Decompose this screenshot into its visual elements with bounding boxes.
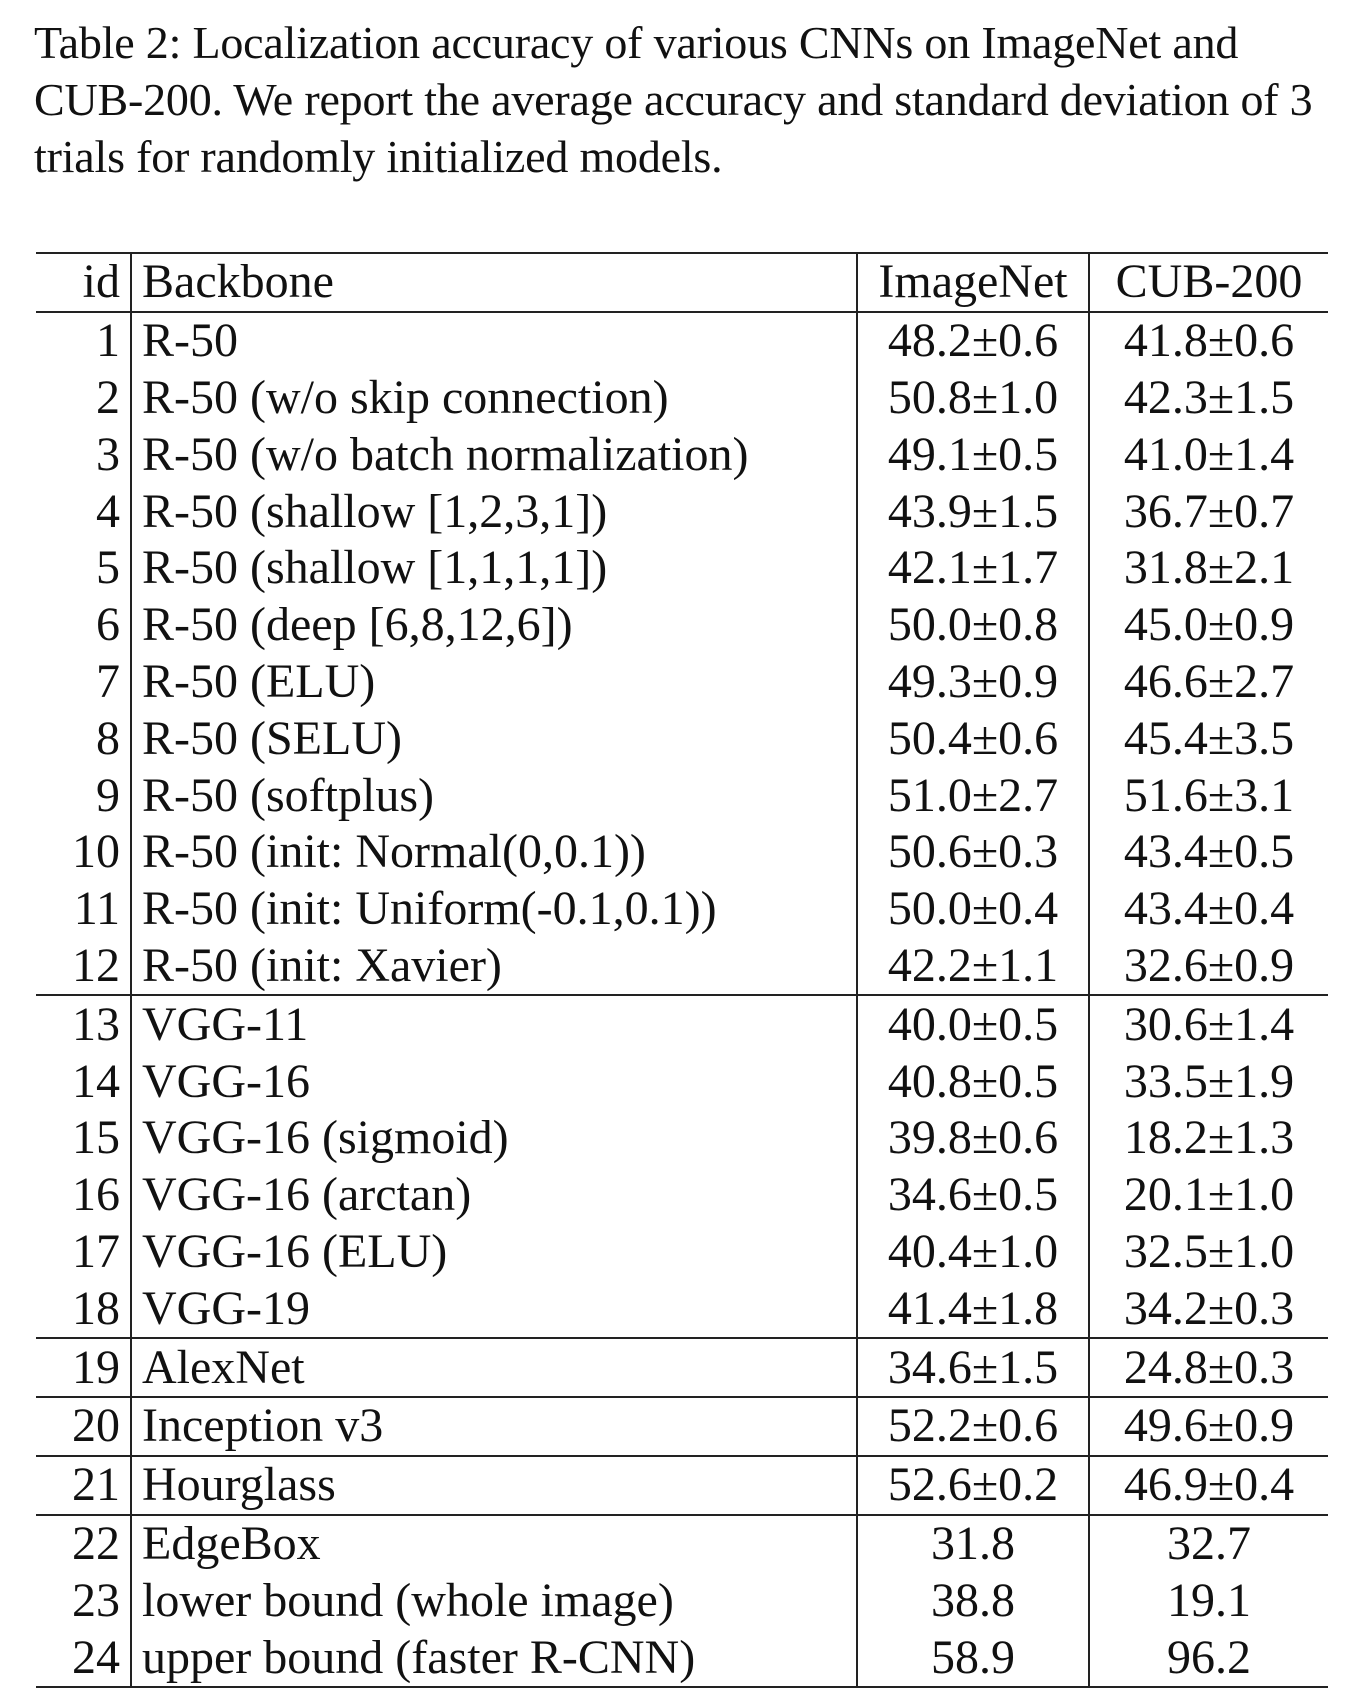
row-id-cell: 3: [36, 426, 131, 483]
row-imagenet-cell: 34.6±0.5: [857, 1167, 1089, 1224]
row-imagenet-cell: 50.8±1.0: [857, 370, 1089, 427]
row-cub200-cell: 42.3±1.5: [1123, 370, 1295, 424]
header-imagenet: ImageNet: [857, 253, 1089, 312]
header-row: [36, 253, 1328, 312]
row-imagenet-cell: 34.6±1.5: [857, 1338, 1089, 1397]
row-backbone-cell: R-50 (SELU): [131, 710, 857, 767]
row-imagenet-cell: 49.3±0.9: [857, 654, 1089, 711]
row-id-cell: 15: [36, 1110, 131, 1167]
row-id-cell: 20: [36, 1397, 131, 1456]
row-backbone-cell: Hourglass: [131, 1456, 857, 1515]
row-id-cell: 10: [36, 824, 131, 881]
row-backbone-cell: Inception v3: [131, 1397, 857, 1456]
table-row: [36, 1572, 1328, 1629]
row-id-cell: 4: [36, 483, 131, 540]
row-imagenet-cell: 41.4±1.8: [857, 1280, 1089, 1338]
row-cub200-cell: 43.4±0.5: [1123, 825, 1295, 879]
row-id-cell: 17: [36, 1224, 131, 1281]
table-body: [36, 312, 1328, 1687]
row-cub200-cell: 46.9±0.4: [1089, 1456, 1328, 1515]
table-row: [36, 1110, 1328, 1167]
table-row: [36, 881, 1328, 938]
row-cub200-cell: 45.4±3.5: [1123, 711, 1295, 765]
table-row: [36, 824, 1328, 881]
row-id-cell: 19: [36, 1338, 131, 1397]
row-id-cell: 13: [36, 995, 131, 1053]
row-id-cell: 1: [36, 312, 131, 370]
row-cub200-cell: 41.8±0.6: [1089, 312, 1328, 370]
row-imagenet-cell: 50.6±0.3: [857, 824, 1089, 881]
table-row: [36, 654, 1328, 711]
row-backbone-cell: R-50 (w/o skip connection): [131, 370, 857, 427]
row-cub200-cell: 51.6±3.1: [1123, 768, 1295, 822]
row-cub200-cell: 43.4±0.4: [1123, 882, 1295, 936]
table-row: [36, 995, 1328, 1053]
row-cub200-cell: 34.2±0.3: [1123, 1281, 1295, 1335]
row-imagenet-cell: 52.6±0.2: [857, 1456, 1089, 1515]
row-id-cell: 21: [36, 1456, 131, 1515]
row-id-cell: 7: [36, 654, 131, 711]
table-row: [36, 1456, 1328, 1515]
row-backbone-cell: R-50 (shallow [1,1,1,1]): [131, 540, 857, 597]
header-id: id: [36, 253, 131, 312]
row-id-cell: 9: [36, 767, 131, 824]
row-imagenet-cell: 40.0±0.5: [857, 995, 1089, 1053]
row-cub200-cell: 45.0±0.9: [1123, 598, 1295, 652]
row-backbone-cell: R-50 (shallow [1,2,3,1]): [131, 483, 857, 540]
row-backbone-cell: R-50 (deep [6,8,12,6]): [131, 597, 857, 654]
row-backbone-cell: VGG-16: [131, 1053, 857, 1110]
row-imagenet-cell: 43.9±1.5: [857, 483, 1089, 540]
row-backbone-cell: VGG-16 (sigmoid): [131, 1110, 857, 1167]
table-row: [36, 1629, 1328, 1687]
header-cub200: CUB-200: [1089, 253, 1328, 312]
row-id-cell: 12: [36, 938, 131, 996]
row-imagenet-cell: 50.0±0.4: [857, 881, 1089, 938]
table-row: [36, 312, 1328, 370]
row-backbone-cell: R-50 (w/o batch normalization): [131, 426, 857, 483]
row-id-cell: 23: [36, 1572, 131, 1629]
row-imagenet-cell: 48.2±0.6: [857, 312, 1089, 370]
row-id-cell: 24: [36, 1629, 131, 1687]
row-backbone-cell: R-50 (ELU): [131, 654, 857, 711]
row-cub200-cell: 46.6±2.7: [1123, 654, 1295, 708]
row-id-cell: 5: [36, 540, 131, 597]
table-row: [36, 1280, 1328, 1338]
row-cub200-cell: 31.8±2.1: [1123, 541, 1295, 595]
table-row: [36, 1167, 1328, 1224]
table-row: [36, 1338, 1328, 1397]
row-imagenet-cell: 42.2±1.1: [857, 938, 1089, 996]
row-imagenet-cell: 39.8±0.6: [857, 1110, 1089, 1167]
row-cub200-cell: 96.2: [1089, 1629, 1328, 1687]
row-imagenet-cell: 31.8: [857, 1515, 1089, 1573]
row-backbone-cell: EdgeBox: [131, 1515, 857, 1573]
row-cub200-cell: 19.1: [1167, 1573, 1251, 1627]
row-imagenet-cell: 50.4±0.6: [857, 710, 1089, 767]
row-id-cell: 11: [36, 881, 131, 938]
table-row: [36, 1224, 1328, 1281]
row-imagenet-cell: 58.9: [857, 1629, 1089, 1687]
row-imagenet-cell: 38.8: [857, 1572, 1089, 1629]
row-id-cell: 18: [36, 1280, 131, 1338]
results-table: [36, 252, 1328, 1688]
row-cub200-cell: 33.5±1.9: [1123, 1054, 1295, 1108]
table-row: [36, 1053, 1328, 1110]
row-imagenet-cell: 40.4±1.0: [857, 1224, 1089, 1281]
row-imagenet-cell: 52.2±0.6: [857, 1397, 1089, 1456]
row-backbone-cell: VGG-11: [131, 995, 857, 1053]
table-row: [36, 370, 1328, 427]
row-imagenet-cell: 40.8±0.5: [857, 1053, 1089, 1110]
row-backbone-cell: R-50 (softplus): [131, 767, 857, 824]
row-id-cell: 2: [36, 370, 131, 427]
row-cub200-cell: 32.7: [1089, 1515, 1328, 1573]
table-row: [36, 426, 1328, 483]
row-cub200-cell: 24.8±0.3: [1089, 1338, 1328, 1397]
table-row: [36, 767, 1328, 824]
row-backbone-cell: R-50: [131, 312, 857, 370]
row-cub200-cell: 49.6±0.9: [1089, 1397, 1328, 1456]
row-cub200-cell: 32.5±1.0: [1123, 1224, 1295, 1278]
header-backbone: Backbone: [131, 253, 857, 312]
row-cub200-cell: 36.7±0.7: [1123, 484, 1295, 538]
row-imagenet-cell: 51.0±2.7: [857, 767, 1089, 824]
row-imagenet-cell: 50.0±0.8: [857, 597, 1089, 654]
row-backbone-cell: R-50 (init: Normal(0,0.1)): [131, 824, 857, 881]
table-row: [36, 483, 1328, 540]
row-id-cell: 8: [36, 710, 131, 767]
table-caption: Table 2: Localization accuracy of various CNNs on ImageNet and CUB-200. We report the average accuracy and standard deviation of 3 trials for randomly initialized models.: [34, 17, 1313, 182]
row-backbone-cell: R-50 (init: Uniform(-0.1,0.1)): [131, 881, 857, 938]
row-backbone-cell: R-50 (init: Xavier): [131, 938, 857, 996]
row-cub200-cell: 41.0±1.4: [1123, 427, 1295, 481]
row-backbone-cell: AlexNet: [131, 1338, 857, 1397]
table-row: [36, 938, 1328, 996]
row-backbone-cell: VGG-19: [131, 1280, 857, 1338]
row-id-cell: 22: [36, 1515, 131, 1573]
row-imagenet-cell: 42.1±1.7: [857, 540, 1089, 597]
row-id-cell: 16: [36, 1167, 131, 1224]
row-cub200-cell: 18.2±1.3: [1123, 1111, 1295, 1165]
row-cub200-cell: 20.1±1.0: [1123, 1168, 1295, 1222]
row-backbone-cell: VGG-16 (arctan): [131, 1167, 857, 1224]
table-row: [36, 540, 1328, 597]
table-row: [36, 710, 1328, 767]
table-row: [36, 1397, 1328, 1456]
row-id-cell: 14: [36, 1053, 131, 1110]
table-row: [36, 597, 1328, 654]
row-imagenet-cell: 49.1±0.5: [857, 426, 1089, 483]
table-row: [36, 1515, 1328, 1573]
row-backbone-cell: lower bound (whole image): [131, 1572, 857, 1629]
row-id-cell: 6: [36, 597, 131, 654]
row-backbone-cell: VGG-16 (ELU): [131, 1224, 857, 1281]
row-backbone-cell: upper bound (faster R-CNN): [131, 1629, 857, 1687]
row-cub200-cell: 32.6±0.9: [1123, 938, 1295, 992]
row-cub200-cell: 30.6±1.4: [1089, 995, 1328, 1053]
